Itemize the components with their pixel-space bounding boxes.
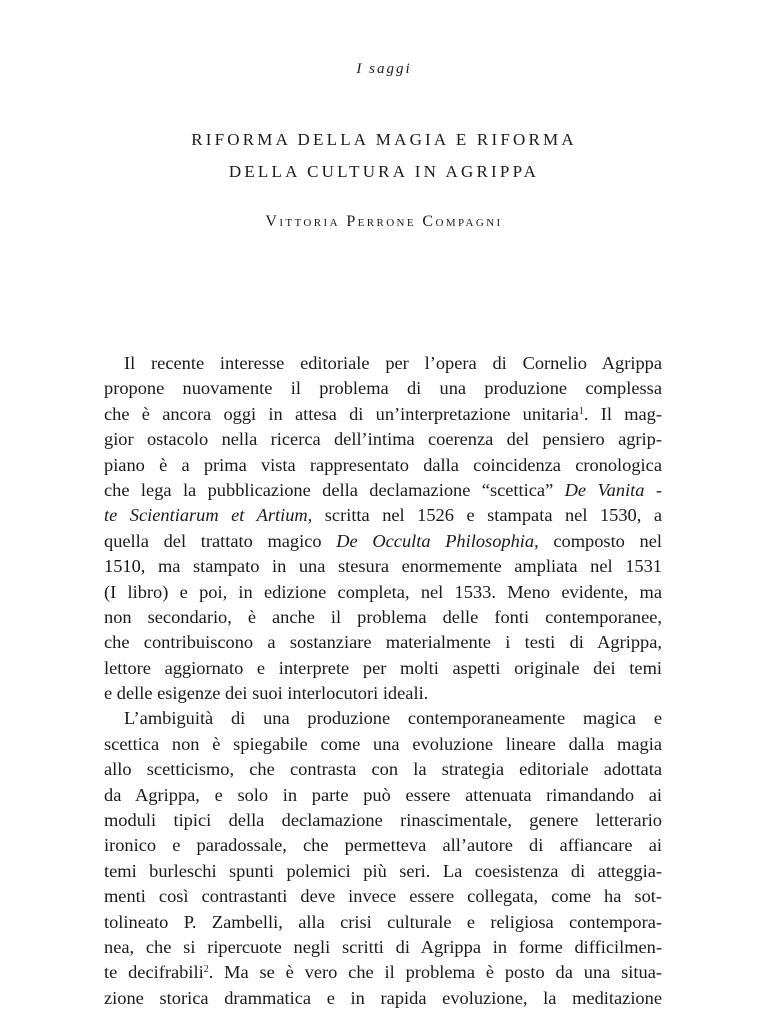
footnote-ref: 1 xyxy=(578,405,584,417)
text-line: piano è a prima vista rappresentato dalla coincidenza cronologica xyxy=(104,454,662,475)
text-line: 1510, ma stampato in una stesura enormemente ampliata nel 1531 xyxy=(104,556,662,577)
running-head: I saggi xyxy=(356,61,412,77)
text-line: (I libro) e poi, in edizione completa, nel 1533. Meno evidente, ma xyxy=(104,581,662,602)
text-line: nea, che si ripercuote negli scritti di Agrippa in forme difficilmen- xyxy=(104,936,662,957)
text-line: lettore aggiornato e interprete per molti aspetti originale dei temi xyxy=(104,657,662,678)
italic-title: De Occulta Philosophia xyxy=(336,530,535,551)
text-line xyxy=(104,960,662,985)
text-line: tolineato P. Zambelli, alla crisi culturale e religiosa contempora- xyxy=(104,911,662,932)
text-segment: , scritta nel 1526 e stampata nel 1530, a xyxy=(307,505,662,526)
text-line: gior ostacolo nella ricerca dell’intima coerenza del pensiero agrip- xyxy=(104,429,662,450)
title-line: DELLA CULTURA IN AGRIPPA xyxy=(228,162,540,181)
text-line: moduli tipici della declamazione rinascimentale, genere letterario xyxy=(104,810,662,831)
text-line: Il recente interesse editoriale per l’opera di Cornelio Agrippa xyxy=(124,353,662,373)
text-line: che contribuiscono a sostanziare materialmente i testi di Agrippa, xyxy=(104,632,662,653)
text-line xyxy=(104,478,662,503)
text-segment: . Ma se è vero che il problema è posto da una situa- xyxy=(208,962,663,983)
text-segment: quella del trattato magico xyxy=(104,530,337,551)
text-line: e delle esigenze dei suoi interlocutori ideali. xyxy=(104,683,429,704)
title-line: RIFORMA DELLA MAGIA E RIFORMA xyxy=(191,130,577,149)
text-line: propone nuovamente il problema di una produzione complessa xyxy=(104,378,662,399)
text-segment: te decifrabili xyxy=(104,962,204,983)
text-line: allo scetticismo, che contrasta con la strategia editoriale adottata xyxy=(104,759,662,780)
body-text xyxy=(104,351,662,1011)
text-line: non secondario, è anche il problema delle fonti contemporanee, xyxy=(104,606,662,627)
italic-title: te Scientiarum et Artium xyxy=(104,505,308,526)
text-line: ironico e paradossale, che permetteva all’autore di affiancare ai xyxy=(104,835,662,856)
text-segment: che lega la pubblicazione della declamazione “scettica” xyxy=(104,479,565,500)
author-name: Vittoria Perrone Compagni xyxy=(265,213,503,230)
text-line xyxy=(104,402,662,427)
text-line: da Agrippa, e solo in parte può essere attenuata rimandando ai xyxy=(104,784,662,805)
text-line: menti così contrastanti deve invece essere collegata, come ha sot- xyxy=(104,886,662,907)
footnote-ref: 2 xyxy=(203,964,209,976)
text-line: scettica non è spiegabile come una evoluzione lineare dalla magia xyxy=(104,733,662,754)
text-segment: che è ancora oggi in attesa di un’interpretazione unitaria xyxy=(104,403,579,424)
italic-title: De Vanita - xyxy=(564,479,663,500)
text-line xyxy=(104,503,662,528)
text-segment: . Il mag- xyxy=(583,403,662,424)
text-line: temi burleschi spunti polemici più seri. La coesistenza di atteggia- xyxy=(104,860,662,881)
text-line: zione storica drammatica e in rapida evoluzione, la meditazione xyxy=(104,987,662,1008)
text-line: L’ambiguità di una produzione contemporaneamente magica e xyxy=(124,708,662,729)
text-segment: , composto nel xyxy=(534,530,662,551)
article-title xyxy=(0,124,768,188)
text-line xyxy=(104,529,662,554)
